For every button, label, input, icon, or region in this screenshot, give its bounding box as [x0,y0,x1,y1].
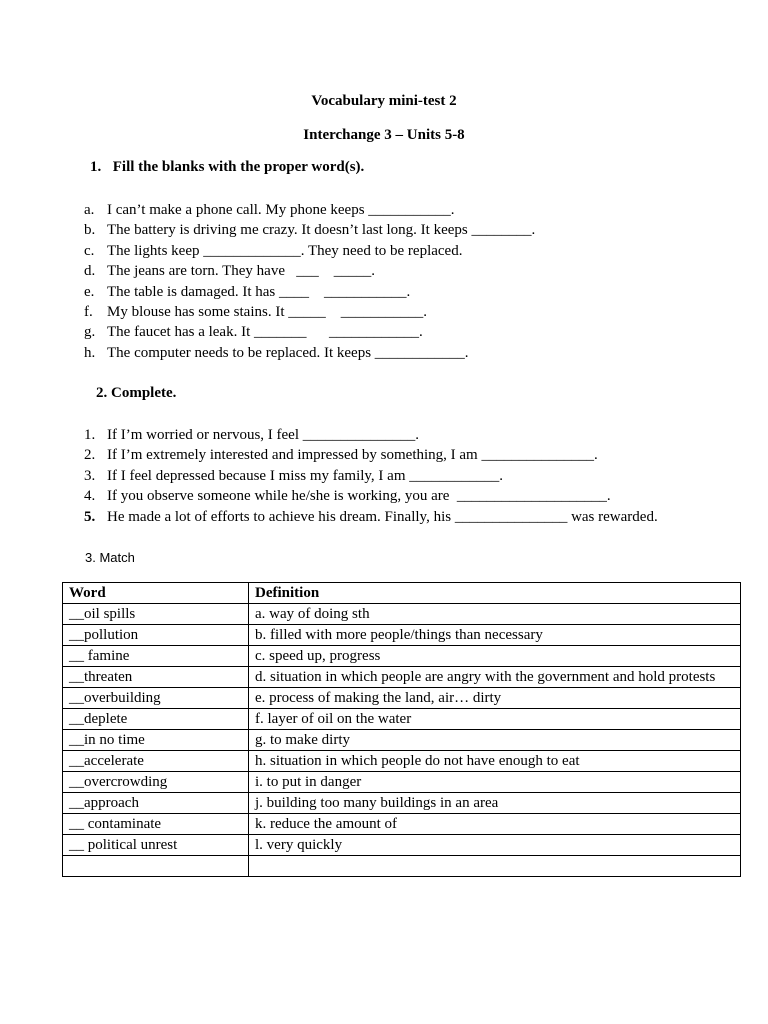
item-marker: 3. [84,467,96,484]
list-item [84,261,535,281]
table-row [63,667,741,688]
item-text: The lights keep _____________. They need to be replaced. [107,242,463,259]
list-item [84,343,535,363]
item-text: If I’m worried or nervous, I feel _______________. [107,427,420,443]
section1-number: 1. [90,159,102,175]
table-row [63,835,741,856]
item-text: If I’m extremely interested and impressed by something, I am _______________. [107,447,598,464]
definition-cell: c. speed up, progress [249,646,741,667]
word-cell: __overcrowding [63,772,249,793]
word-cell: __overbuilding [63,688,249,709]
list-item [84,466,658,486]
list-item [84,425,658,445]
list-item [84,322,535,342]
word-cell: __threaten [63,667,249,688]
definition-cell: a. way of doing sth [249,604,741,625]
list-item [84,507,658,527]
table-row [63,625,741,646]
table-row [63,730,741,751]
table-row [63,751,741,772]
item-marker: g. [84,324,96,341]
item-marker: f. [84,303,93,320]
item-text: The table is damaged. It has ____ ___________. [107,283,411,300]
item-text: The faucet has a leak. It _______ ____________. [107,324,423,341]
table-row [63,688,741,709]
definition-cell [249,856,741,877]
item-marker: 4. [84,488,96,505]
word-cell: __pollution [63,625,249,646]
word-cell: __ famine [63,646,249,667]
table-row [63,772,741,793]
item-text: The computer needs to be replaced. It keeps ____________. [107,344,469,361]
table-row [63,856,741,877]
table-row [63,709,741,730]
item-marker: h. [84,344,96,361]
list-item [84,282,535,302]
section3-heading: 3. Match [85,550,135,565]
column-header-word: Word [63,583,249,604]
section1-heading [90,159,364,176]
item-marker: e. [84,283,95,300]
table-header-row [63,583,741,604]
table-row [63,646,741,667]
column-header-definition: Definition [249,583,741,604]
word-cell: __accelerate [63,751,249,772]
word-cell: __ political unrest [63,835,249,856]
item-marker: d. [84,263,96,280]
item-text: He made a lot of efforts to achieve his dream. Finally, his _______________ was rewarded. [107,508,658,525]
item-marker: a. [84,202,95,218]
list-item [84,200,535,220]
item-marker: 1. [84,427,96,443]
definition-cell: e. process of making the land, air… dirty [249,688,741,709]
item-marker: b. [84,222,96,239]
definition-cell: d. situation in which people are angry with the government and hold protests [249,667,741,688]
definition-cell: l. very quickly [249,835,741,856]
match-table [62,582,741,877]
item-text: I can’t make a phone call. My phone keeps ___________. [107,202,455,218]
item-marker: c. [84,242,95,259]
definition-cell: g. to make dirty [249,730,741,751]
word-cell: __approach [63,793,249,814]
definition-cell: f. layer of oil on the water [249,709,741,730]
table-row [63,793,741,814]
definition-cell: i. to put in danger [249,772,741,793]
list-item [84,486,658,506]
section2-heading: 2. Complete. [96,385,177,401]
section1-list [84,200,535,363]
item-text: If you observe someone while he/she is working, you are ____________________. [107,488,611,505]
item-text: My blouse has some stains. It _____ ___________. [107,303,427,320]
page-title: Vocabulary mini-test 2 [311,93,457,109]
word-cell: __in no time [63,730,249,751]
section1-title: Fill the blanks with the proper word(s). [112,159,365,175]
word-cell: __oil spills [63,604,249,625]
item-marker: 5. [84,508,96,525]
item-text: The battery is driving me crazy. It doesn’t last long. It keeps ________. [107,222,536,239]
word-cell [63,856,249,877]
table-row [63,604,741,625]
word-cell: __deplete [63,709,249,730]
definition-cell: b. filled with more people/things than necessary [249,625,741,646]
page-subtitle: Interchange 3 – Units 5-8 [303,127,465,143]
definition-cell: k. reduce the amount of [249,814,741,835]
item-text: If I feel depressed because I miss my family, I am ____________. [107,467,503,484]
list-item [84,302,535,322]
definition-cell: h. situation in which people do not have enough to eat [249,751,741,772]
word-cell: __ contaminate [63,814,249,835]
item-text: The jeans are torn. They have ___ _____. [107,263,375,280]
list-item [84,220,535,240]
definition-cell: j. building too many buildings in an area [249,793,741,814]
table-row [63,814,741,835]
list-item [84,445,658,465]
item-marker: 2. [84,447,96,464]
section2-list [84,425,658,527]
list-item [84,241,535,261]
